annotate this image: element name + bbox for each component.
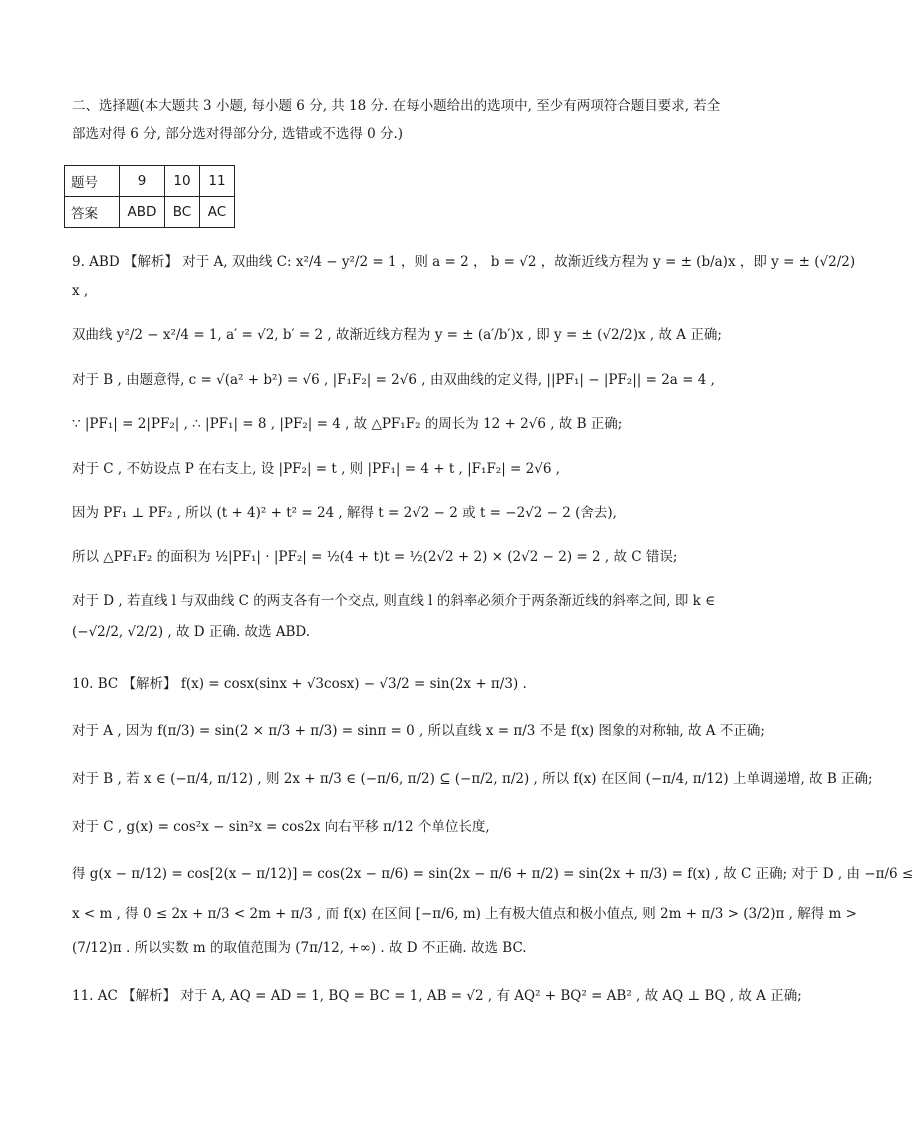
answer-table-header-row (65, 166, 235, 197)
solution-9-line-6: 对于 C , 不妨设点 P 在右支上, 设 |PF₂| = t , 则 |PF₁| = 4 + t , |F₁F₂| = 2√6 , (72, 461, 561, 477)
table-cell: ABD (120, 197, 165, 228)
solution-10-line-1: 10. BC 【解析】 f(x) = cosx(sinx + √3cosx) − √3/2 = sin(2x + π/3) . (72, 676, 527, 692)
solution-11-line-1: 11. AC 【解析】 对于 A, AQ = AD = 1, BQ = BC = 1, AB = √2 , 有 AQ² + BQ² = AB² , 故 AQ ⊥ BQ , 故 A 正确; (72, 988, 802, 1004)
solution-10-line-6: x < m , 得 0 ≤ 2x + π/3 < 2m + π/3 , 而 f(x) 在区间 [−π/6, m) 上有极大值点和极小值点, 则 2m + π/3 > (3/2)π , 解得 m > (72, 906, 857, 922)
table-cell: 题号 (65, 166, 120, 197)
table-cell: 答案 (65, 197, 120, 228)
solution-9-line-9: 对于 D , 若直线 l 与双曲线 C 的两支各有一个交点, 则直线 l 的斜率必须介于两条渐近线的斜率之间, 即 k ∈ (72, 593, 716, 609)
solution-9-line-7: 因为 PF₁ ⊥ PF₂ , 所以 (t + 4)² + t² = 24 , 解得 t = 2√2 − 2 或 t = −2√2 − 2 (舍去), (72, 505, 617, 521)
section-header-line-1: 二、选择题(本大题共 3 小题, 每小题 6 分, 共 18 分. 在每小题给出的选项中, 至少有两项符合题目要求, 若全 (72, 98, 721, 114)
table-cell: 11 (200, 166, 235, 197)
solution-9-line-4: 对于 B , 由题意得, c = √(a² + b²) = √6 , |F₁F₂| = 2√6 , 由双曲线的定义得, ||PF₁| − |PF₂|| = 2a = 4 , (72, 372, 715, 388)
answer-table (64, 165, 235, 228)
table-cell: AC (200, 197, 235, 228)
solution-9-line-10: (−√2/2, √2/2) , 故 D 正确. 故选 ABD. (72, 624, 311, 640)
solution-9-line-5: ∵ |PF₁| = 2|PF₂| , ∴ |PF₁| = 8 , |PF₂| = 4 , 故 △PF₁F₂ 的周长为 12 + 2√6 , 故 B 正确; (72, 416, 623, 432)
solution-10-line-7: (7/12)π . 所以实数 m 的取值范围为 (7π/12, +∞) . 故 D 不正确. 故选 BC. (72, 940, 527, 956)
solution-10-line-2: 对于 A , 因为 f(π/3) = sin(2 × π/3 + π/3) = sinπ = 0 , 所以直线 x = π/3 不是 f(x) 图象的对称轴, 故 A 不正确; (72, 723, 765, 739)
solution-9-line-8: 所以 △PF₁F₂ 的面积为 ½|PF₁| · |PF₂| = ½(4 + t)t = ½(2√2 + 2) × (2√2 − 2) = 2 , 故 C 错误; (72, 549, 678, 565)
solution-10-line-5: 得 g(x − π/12) = cos[2(x − π/12)] = cos(2x − π/6) = sin(2x − π/6 + π/2) = sin(2x + π/3) = f(x) , 故 C 正确; 对于 D , 由 −π/6 ≤ (72, 866, 913, 882)
solution-9-line-3: 双曲线 y²/2 − x²/4 = 1, a′ = √2, b′ = 2 , 故渐近线方程为 y = ± (a′/b′)x , 即 y = ± (√2/2)x , 故 A 正确; (72, 327, 722, 343)
answer-table-answer-row (65, 197, 235, 228)
solution-9-line-1: 9. ABD 【解析】 对于 A, 双曲线 C: x²/4 − y²/2 = 1 ，则 a = 2 ， b = √2 ，故渐近线方程为 y = ± (b/a)x ，即 y = ± (√2/2) (72, 254, 856, 270)
solution-9-line-2: x , (72, 283, 89, 299)
table-cell: 9 (120, 166, 165, 197)
solution-10-line-3: 对于 B , 若 x ∈ (−π/4, π/12) , 则 2x + π/3 ∈ (−π/6, π/2) ⊆ (−π/2, π/2) , 所以 f(x) 在区间 (−π/4, π/12) 上单调递增, 故 B 正确; (72, 771, 873, 787)
section-header-line-2: 部选对得 6 分, 部分选对得部分分, 选错或不选得 0 分.) (72, 126, 404, 142)
solution-10-line-4: 对于 C , g(x) = cos²x − sin²x = cos2x 向右平移 π/12 个单位长度, (72, 819, 490, 835)
table-cell: BC (165, 197, 200, 228)
table-cell: 10 (165, 166, 200, 197)
